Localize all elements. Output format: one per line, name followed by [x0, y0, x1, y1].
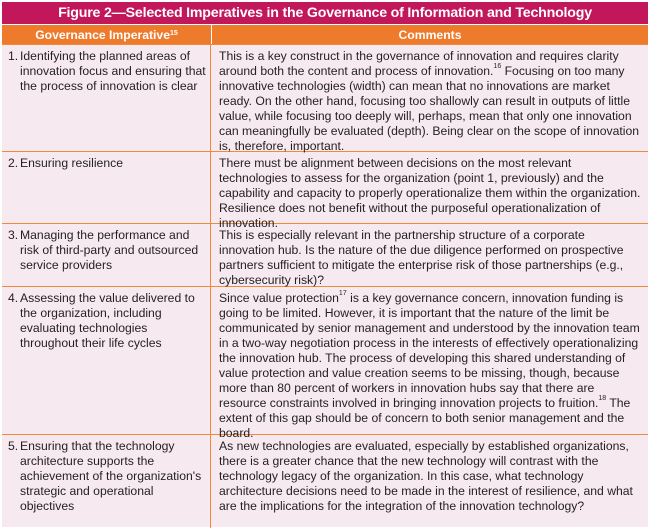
imperative-cell [2, 287, 211, 434]
comments-cell [211, 287, 648, 440]
comments-cell [211, 224, 648, 286]
footnote-ref: 16 [493, 63, 502, 70]
figure-title: Figure 2—Selected Imperatives in the Governance of Information and Technology [2, 2, 648, 24]
table-row [2, 434, 648, 528]
comment-text: This is a key construct in the governance of innovation and requires clarity around both the content and process of innovation. [219, 49, 619, 78]
imperative-text: Ensuring resilience [20, 156, 123, 170]
comment-text: Focusing on too many innovative technologies (width) can mean that no innovations are market ready. On the other hand, focusing too shallowly can result in outputs of little value, while focusing too deeply will, perhaps, mean that only one innovation can meaningfully be evaluated (depth). Being clear on the scope of innovation is, therefore, important. [219, 64, 640, 153]
table-row [2, 286, 648, 440]
comment-text: There must be alignment between decisions on the most relevant technologies to assess for the organization (point 1, previously) and the capability and capacity to properly operationalize them within the organization. Resilience does not benefit without the purposeful operationalization of innovation. [219, 156, 641, 230]
imperative-cell [2, 45, 211, 151]
row-number: 5. [8, 439, 19, 453]
footnote-ref: 17 [338, 290, 347, 297]
comment-text: Since value protection [219, 291, 339, 305]
table-row [2, 151, 648, 230]
imperative-text: Managing the performance and risk of third-party and outsourced service providers [20, 228, 199, 272]
header-imperative [2, 25, 212, 44]
comment-text: As new technologies are evaluated, especially by established organizations, there is a greater chance that the new technology will contrast with the technology legacy of the organization. In this case, what technology architecture decisions need to be made in the interest of resilience, and what are the implications for the integration of the innovation technology? [219, 439, 633, 513]
row-number: 2. [8, 156, 19, 170]
comments-cell [211, 45, 648, 151]
imperative-text: Identifying the planned areas of innovation focus and ensuring that the process of innovation is clear [20, 49, 206, 93]
footnote-ref: 18 [598, 395, 607, 402]
imperative-cell [2, 224, 211, 286]
imperative-text: Ensuring that the technology architecture supports the achievement of the organization's strategic and operational objectives [20, 439, 202, 513]
imperative-text: Assessing the value delivered to the organization, including evaluating technologies throughout their life cycles [20, 291, 195, 350]
comment-text: This is especially relevant in the partnership structure of a corporate innovation hub. Is the nature of the due diligence performed on prospective partners sufficient to mitigate the enterprise risk of those partnerships (e.g., cybersecurity risk)? [219, 228, 624, 287]
table-header [2, 24, 648, 44]
header-comments: Comments [398, 27, 462, 42]
row-number: 3. [8, 228, 19, 242]
header-footnote: 15 [170, 30, 178, 37]
comments-cell [211, 152, 648, 230]
header-imperative-label: Governance Imperative [35, 27, 170, 42]
figure-table [2, 2, 648, 527]
comment-text: is a key governance concern, innovation funding is going to be limited. However, it is important that the nature of the limit be communicated by senior management and understood by the innovation team in a two-way negotiation process in the interests of effectively operationalizing the innovation hub. The process of developing this shared understanding of value protection and value creation seems to be missing, though, because more than 80 percent of workers in innovation hubs say that there are resource constraints involved in bringing innovation projects to fruition. [219, 291, 640, 410]
comment-text: The extent of this gap should be of concern to both senior management and the board. [219, 396, 631, 440]
table-row [2, 223, 648, 286]
table-row [2, 44, 648, 151]
imperative-cell [2, 152, 211, 223]
comments-cell [211, 435, 648, 528]
row-number: 4. [8, 291, 19, 305]
row-number: 1. [8, 49, 19, 63]
imperative-cell [2, 435, 211, 528]
